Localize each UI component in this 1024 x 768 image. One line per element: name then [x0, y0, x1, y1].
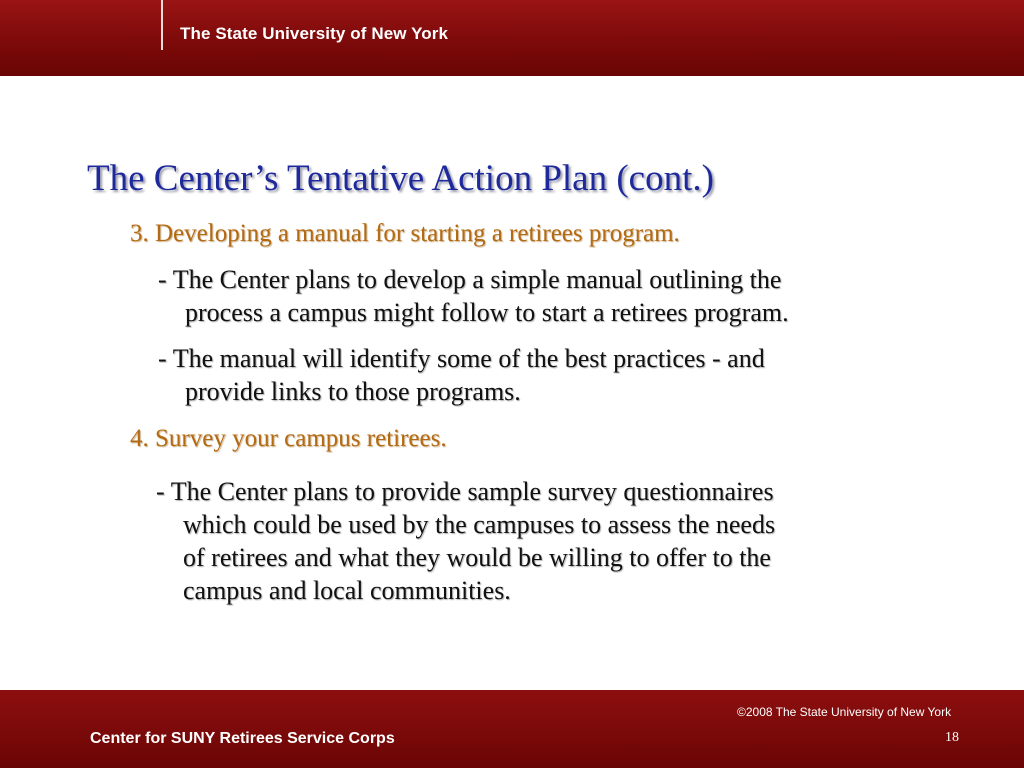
point-3-subpoint-1-line-2: process a campus might follow to start a retirees program. [185, 298, 789, 327]
footer-copyright: ©2008 The State University of New York [737, 705, 952, 719]
footer-center-name: Center for SUNY Retirees Service Corps [90, 730, 395, 747]
point-3-heading: 3. Developing a manual for starting a retirees program. [130, 220, 680, 247]
point-3-subpoint-2 [158, 342, 765, 408]
point-4-subpoint-1-line-1: - The Center plans to provide sample survey questionnaires [156, 477, 774, 506]
point-4-subpoint-1-line-2: which could be used by the campuses to assess the needs [183, 510, 776, 539]
point-3-subpoint-2-line-2: provide links to those programs. [185, 377, 521, 406]
point-3-subpoint-1 [158, 263, 789, 329]
slide-title: The Center’s Tentative Action Plan (cont.) [87, 158, 714, 199]
header-banner [0, 0, 1024, 76]
header-divider [161, 0, 163, 50]
page-number: 18 [945, 730, 959, 745]
header-organization: The State University of New York [180, 24, 449, 43]
point-3-subpoint-1-line-1: - The Center plans to develop a simple manual outlining the [158, 265, 782, 294]
point-4-subpoint-1-line-3: of retirees and what they would be willing to offer to the [183, 543, 771, 572]
point-4-subpoint-1 [156, 475, 775, 607]
point-4-subpoint-1-line-4: campus and local communities. [183, 576, 511, 605]
point-3-subpoint-2-line-1: - The manual will identify some of the best practices - and [158, 344, 765, 373]
footer-banner [0, 690, 1024, 768]
point-4-heading: 4. Survey your campus retirees. [130, 425, 447, 452]
